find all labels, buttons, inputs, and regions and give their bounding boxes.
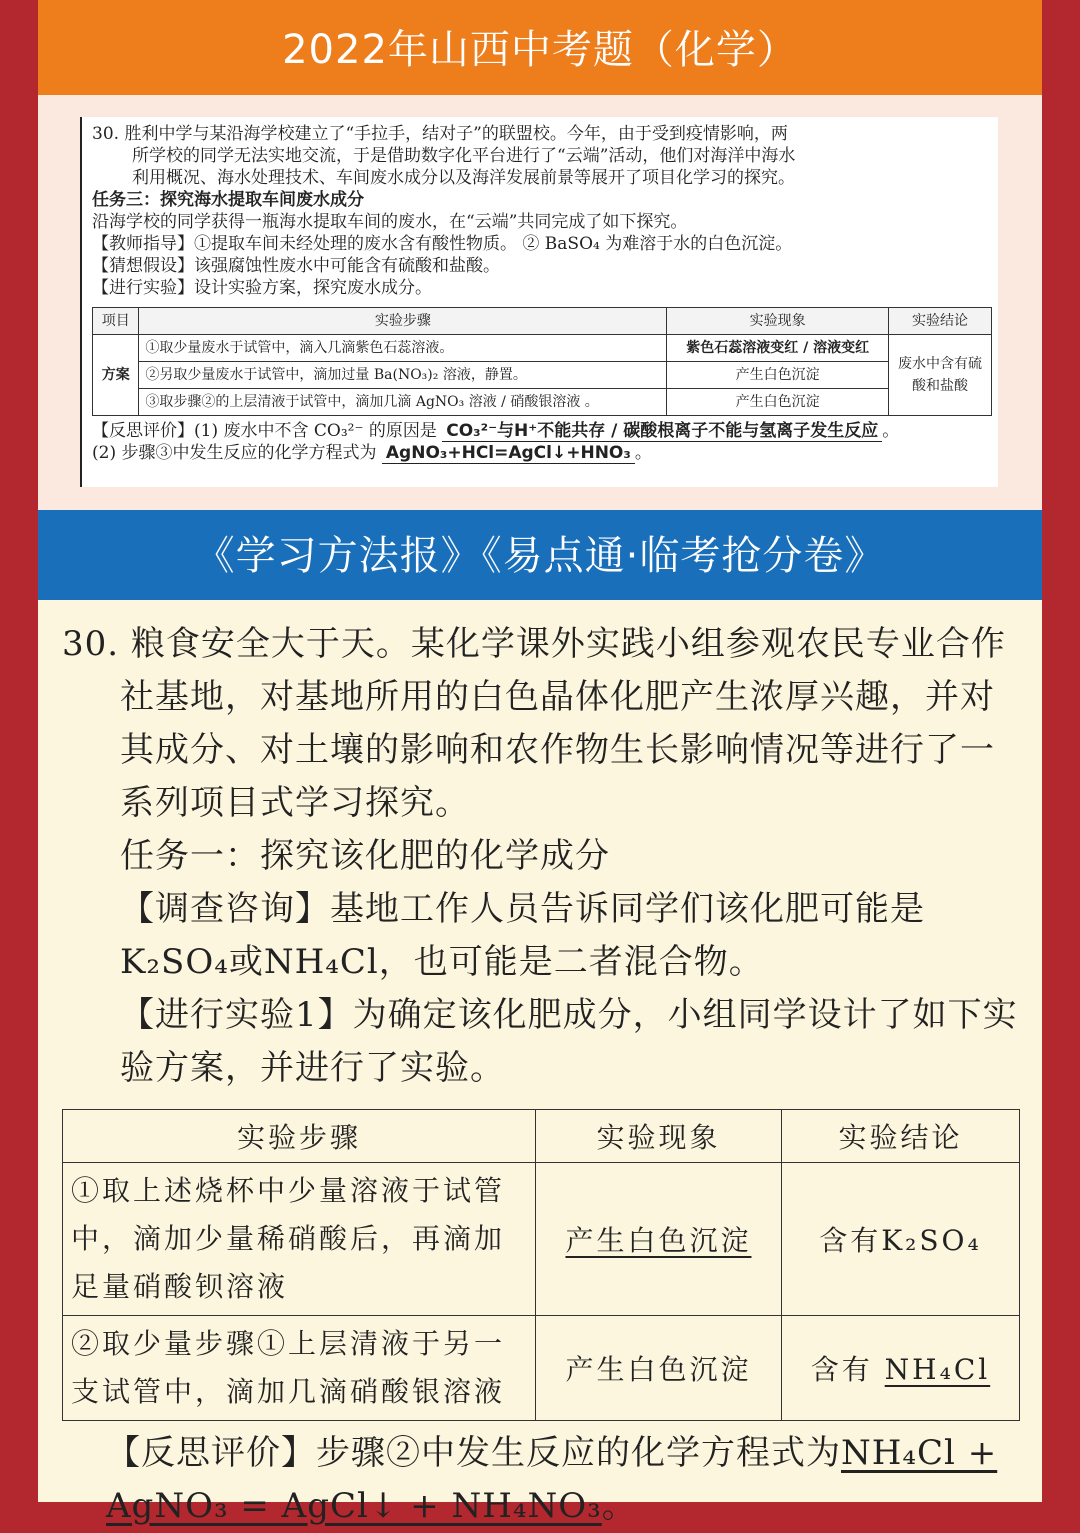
exam-title-banner: 2022年山西中考题（化学） — [38, 0, 1042, 95]
table-header: 实验步骤 — [63, 1110, 536, 1163]
answer: CO₃²⁻与H⁺不能共存 / 碳酸根离子不能与氢离子发生反应 — [442, 421, 882, 442]
table-cell: ①取少量废水于试管中，滴入几滴紫色石蕊溶液。 — [139, 335, 667, 362]
table-cell: 含有K₂SO₄ — [781, 1163, 1019, 1316]
table-cell: 产生白色沉淀 — [667, 389, 889, 416]
text: 。 — [601, 1486, 637, 1526]
scan-text-line: 沿海学校的同学获得一瓶海水提取车间的废水，在“云端”共同完成了如下探究。 — [92, 212, 688, 232]
text: 【反思评价】(1) 废水中不含 CO₃²⁻ 的原因是 — [92, 421, 437, 441]
table-header: 项目 — [93, 308, 139, 335]
text: 含有 — [810, 1353, 873, 1386]
scan-question-line: 30. 胜利中学与某沿海学校建立了“手拉手，结对子”的联盟校。今年，由于受到疫情影响，两 — [92, 124, 788, 144]
page — [38, 0, 1042, 1526]
table-header: 实验结论 — [889, 308, 992, 335]
answer: 产生白色沉淀 — [565, 1224, 752, 1257]
survey-text: 【调查咨询】基地工作人员告诉同学们该化肥可能是K₂SO₄或NH₄Cl，也可能是二者混合物。 — [120, 889, 925, 982]
experiment-table — [62, 1109, 1020, 1421]
table-row — [63, 1163, 1020, 1316]
table-cell: ②另取少量废水于试管中，滴加过量 Ba(NO₃)₂ 溶液，静置。 — [139, 362, 667, 389]
scan-experiment-table — [92, 307, 992, 416]
table-cell — [536, 1163, 782, 1316]
table-row — [63, 1316, 1020, 1421]
table-header: 实验步骤 — [139, 308, 667, 335]
scan-reflection-2 — [92, 442, 988, 464]
reflection-text — [62, 1427, 1018, 1533]
scan-question-line: 利用概况、海水处理技术、车间废水成分以及海洋发展前景等展开了项目化学习的探究。 — [132, 168, 795, 188]
scan-question-line: 所学校的同学无法实地交流，于是借助数字化平台进行了“云端”活动，他们对海洋中海水 — [132, 146, 796, 166]
answer: NH₄Cl — [884, 1353, 991, 1386]
text: 。 — [882, 421, 900, 441]
experiment-intro: 【进行实验1】为确定该化肥成分，小组同学设计了如下实验方案，并进行了实验。 — [120, 995, 1018, 1088]
table-cell — [781, 1316, 1019, 1421]
text: (2) 步骤③中发生反应的化学方程式为 — [92, 443, 377, 463]
table-cell: 产生白色沉淀 — [536, 1316, 782, 1421]
table-header: 实验现象 — [667, 308, 889, 335]
scan-text-line: 【进行实验】设计实验方案，探究废水成分。 — [92, 278, 432, 298]
table-cell: ③取步骤②的上层清液于试管中，滴加几滴 AgNO₃ 溶液 / 硝酸银溶液 。 — [139, 389, 667, 416]
table-cell: ①取上述烧杯中少量溶液于试管中，滴加少量稀硝酸后，再滴加足量硝酸钡溶液 — [63, 1163, 536, 1316]
scan-text-line: 【教师指导】①提取车间未经处理的废水含有酸性物质。 ② BaSO₄ 为难溶于水的白色沉淀。 — [92, 234, 793, 254]
text: 【反思评价】步骤②中发生反应的化学方程式为 — [106, 1433, 841, 1473]
table-cell: 废水中含有硫酸和盐酸 — [889, 335, 992, 416]
answer: AgNO₃+HCl=AgCl↓+HNO₃ — [382, 443, 635, 464]
table-cell: 产生白色沉淀 — [667, 362, 889, 389]
table-row — [93, 362, 992, 389]
table-row — [93, 335, 992, 362]
row-label: 方案 — [93, 335, 139, 416]
table-row — [93, 389, 992, 416]
text: 。 — [634, 443, 652, 463]
practice-question — [38, 600, 1042, 1533]
answer: NH₄Cl + AgNO₃ = AgCl↓ + NH₄NO₃ — [106, 1433, 998, 1526]
scan-text-line: 【猜想假设】该强腐蚀性废水中可能含有硫酸和盐酸。 — [92, 256, 500, 276]
task-heading: 任务一：探究该化肥的化学成分 — [120, 836, 610, 876]
table-header: 实验现象 — [536, 1110, 782, 1163]
exam-scan-area — [38, 95, 1042, 510]
source-title-banner: 《学习方法报》《易点通·临考抢分卷》 — [38, 510, 1042, 600]
question-text: 30. 粮食安全大于天。某化学课外实践小组参观农民专业合作社基地，对基地所用的白色晶体化肥产生浓厚兴趣，并对其成分、对土壤的影响和农作物生长影响情况等进行了一系列项目式学习探究。 — [62, 624, 1006, 823]
table-cell: 紫色石蕊溶液变红 / 溶液变红 — [667, 335, 889, 362]
scan-reflection-1 — [92, 420, 988, 442]
scan-task-heading: 任务三：探究海水提取车间废水成分 — [92, 190, 364, 210]
table-header: 实验结论 — [781, 1110, 1019, 1163]
table-cell: ②取少量步骤①上层清液于另一支试管中，滴加几滴硝酸银溶液 — [63, 1316, 536, 1421]
exam-question-scan — [80, 117, 998, 487]
